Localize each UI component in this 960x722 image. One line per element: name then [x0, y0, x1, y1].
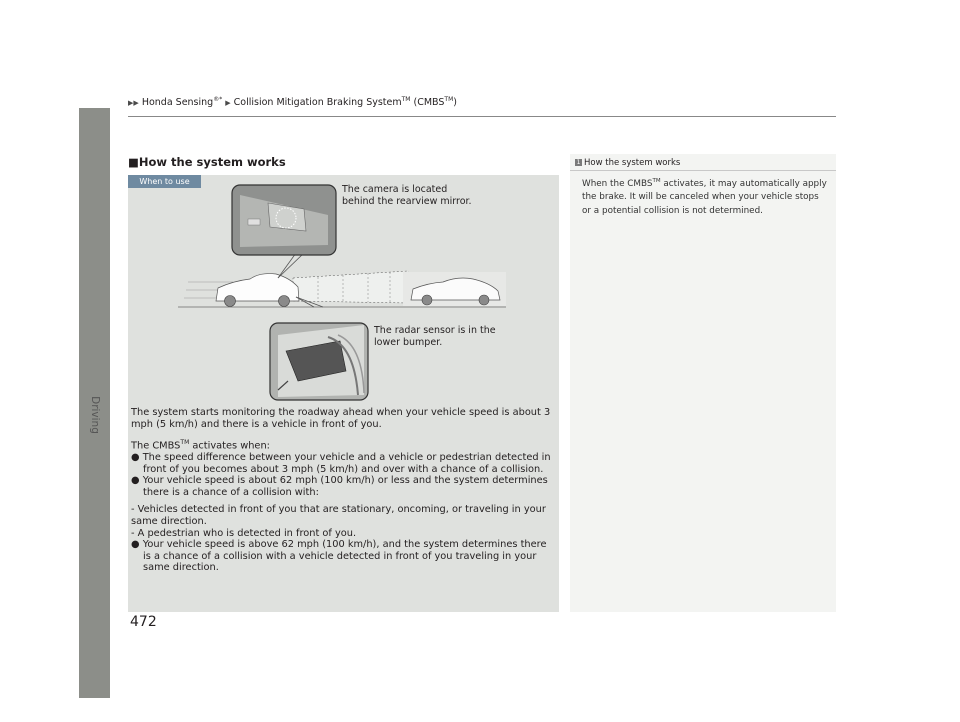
note-text-prefix: When the CMBS [582, 178, 653, 189]
cmbs-illustration [128, 175, 559, 405]
radar-caption: The radar sensor is in the lower bumper. [374, 325, 496, 348]
breadcrumb-arrow-icon: ▶ [225, 99, 231, 108]
camera-inset [232, 185, 336, 255]
list-item [131, 452, 556, 475]
breadcrumb [128, 96, 457, 108]
tm-mark: TM [180, 439, 190, 447]
section-marker-icon: ■ [128, 155, 139, 169]
breadcrumb-part-2: Collision Mitigation Braking System [233, 97, 402, 109]
page-number: 472 [130, 614, 157, 630]
note-text-suffix: activates, it may automatically apply the brake. It will be canceled when your vehicle stops or a potential collision is not determined. [582, 178, 827, 216]
body-text [131, 407, 556, 574]
note-heading [575, 158, 680, 168]
activates-prefix: The CMBS [131, 440, 181, 452]
note-number-icon: 1 [576, 159, 581, 166]
breadcrumb-arrow-icon: ▶▶ [128, 99, 139, 108]
activates-heading [131, 437, 556, 452]
activates-suffix: activates when: [189, 440, 270, 452]
breadcrumb-part-1-sup: ®* [213, 96, 223, 103]
chapter-label [79, 385, 110, 445]
breadcrumb-part-1: Honda Sensing [141, 97, 214, 109]
intro-paragraph: The system starts monitoring the roadway ahead when your vehicle speed is about 3 mph (5 km/h) and there is a vehicle in front of you. [131, 407, 551, 430]
list-item-text: Your vehicle speed is about 62 mph (100 km/h) or less and the system determines there is a chance of a collision with: [142, 475, 548, 498]
camera-caption: The camera is located behind the rearview mirror. [342, 184, 472, 207]
bullet-icon: ● [131, 539, 140, 551]
bullet-icon: ● [131, 475, 140, 487]
section-title-text: How the system works [138, 155, 286, 169]
list-item-text: Your vehicle speed is above 62 mph (100 km/h), and the system determines there is a chance of a collision with a vehicle detected in front of you traveling in your same direction. [142, 539, 547, 574]
note-rule [570, 170, 836, 171]
breadcrumb-close: ) [453, 97, 457, 109]
when-to-use-badge: When to use [128, 175, 201, 188]
list-item [131, 539, 556, 574]
tm-mark: TM [652, 178, 661, 184]
tm-mark: TM [444, 96, 454, 103]
breadcrumb-suffix: (CMBS [410, 97, 445, 109]
list-item [131, 475, 556, 498]
sidebar-top [79, 0, 110, 108]
ego-vehicle [216, 274, 299, 307]
header-rule [128, 116, 836, 117]
note-title: How the system works [584, 158, 681, 168]
sub-list-item: - Vehicles detected in front of you that are stationary, oncoming, or traveling in your same direction. [131, 504, 546, 528]
bullet-icon: ● [131, 452, 140, 464]
chapter-label-text: Driving [88, 396, 101, 434]
tm-mark: TM [401, 96, 411, 103]
note-panel [570, 154, 836, 612]
sub-list-item: - A pedestrian who is detected in front of you. [131, 527, 357, 539]
section-title [128, 155, 286, 169]
camera-callout-line [278, 253, 296, 278]
sensor-beam [293, 271, 408, 303]
list-item-text: The speed difference between your vehicle and a vehicle or pedestrian detected in front of you becomes about 3 mph (5 km/h) and over with a chance of a collision. [142, 452, 551, 475]
radar-inset [270, 323, 368, 400]
note-body [582, 175, 830, 218]
